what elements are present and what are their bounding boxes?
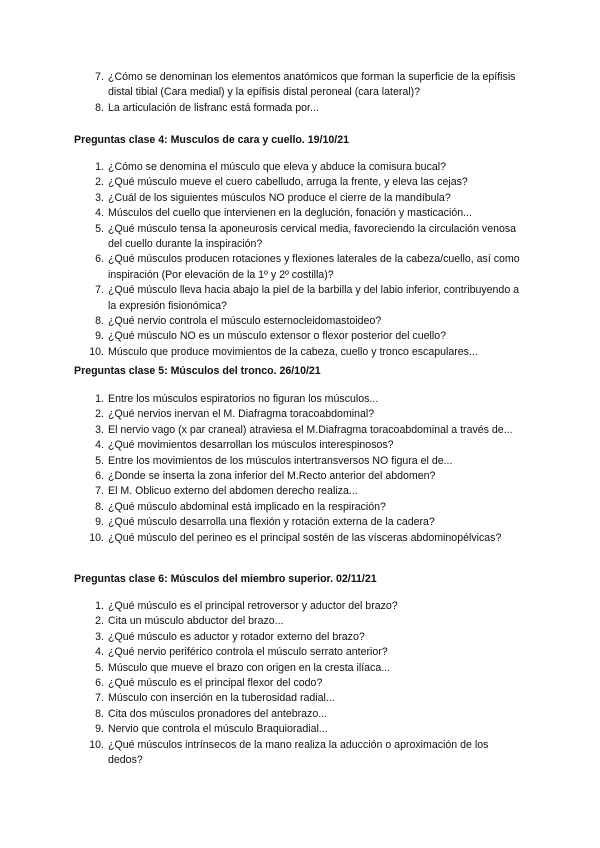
item-number: 6. (95, 253, 104, 266)
question-text: Músculo que mueve el brazo con origen en la cresta ilíaca... (108, 661, 391, 674)
question-list-continued (90, 70, 522, 116)
question-text: ¿Cómo se denominan los elementos anatómicos que forman la superficie de la epífisis distal tibial (Cara medial) y la epífisis distal peroneal (cara lateral)? (108, 71, 516, 99)
item-number: 9. (95, 330, 104, 343)
question-text: La articulación de lisfranc está formada por... (108, 101, 319, 114)
item-number: 1. (95, 600, 104, 612)
question-list-clase-5 (90, 392, 522, 546)
list-item (90, 392, 522, 407)
list-item (90, 661, 522, 676)
item-number: 7. (95, 485, 104, 498)
item-number: 3. (95, 423, 104, 436)
list-item (90, 329, 522, 344)
question-text: ¿Qué músculo es aductor y rotador externo del brazo? (108, 630, 365, 643)
list-item (90, 676, 522, 691)
list-item (90, 345, 522, 360)
question-text: ¿Qué músculo mueve el cuero cabelludo, arruga la frente, y eleva las cejas? (108, 176, 468, 189)
list-item (90, 738, 522, 769)
list-item (90, 175, 522, 190)
item-number: 1. (95, 161, 104, 173)
question-text: ¿Cómo se denomina el músculo que eleva y abduce la comisura bucal? (108, 161, 447, 173)
list-item (90, 484, 522, 499)
item-number: 6. (95, 470, 104, 483)
list-item (90, 438, 522, 453)
item-number: 10. (89, 345, 104, 358)
item-number: 7. (95, 71, 104, 83)
list-item (90, 531, 522, 546)
question-text: Cita un músculo abductor del brazo... (108, 615, 284, 628)
item-number: 3. (95, 630, 104, 643)
list-item (90, 407, 522, 422)
section-heading-clase-6: Preguntas clase 6: Músculos del miembro superior. 02/11/21 (74, 573, 377, 585)
list-item (90, 454, 522, 469)
question-text: ¿Donde se inserta la zona inferior del M.Recto anterior del abdomen? (108, 470, 436, 483)
list-item (90, 515, 522, 530)
item-number: 7. (95, 284, 104, 297)
item-number: 5. (95, 661, 104, 674)
question-text: Nervio que controla el músculo Braquioradial... (108, 723, 328, 736)
question-text: Entre los músculos espiratorios no figuran los músculos... (108, 393, 379, 405)
question-text: Cita dos músculos pronadores del antebrazo... (108, 707, 328, 720)
item-number: 4. (95, 207, 104, 220)
item-number: 2. (95, 615, 104, 628)
question-text: ¿Qué músculo abdominal está implicado en la respiración? (108, 500, 386, 513)
list-item (90, 691, 522, 706)
list-item (90, 222, 522, 253)
question-text: ¿Qué músculo es el principal retroversor y aductor del brazo? (108, 600, 398, 612)
item-number: 3. (95, 191, 104, 204)
question-list-clase-6 (90, 599, 522, 768)
question-text: ¿Qué músculo tensa la aponeurosis cervical media, favoreciendo la circulación venosa del cuello durante la inspiración? (108, 222, 517, 251)
list-item (90, 630, 522, 645)
item-number: 8. (95, 101, 104, 114)
list-item (90, 70, 522, 101)
list-item (90, 160, 522, 175)
list-item (90, 500, 522, 515)
list-item (90, 645, 522, 660)
question-text: ¿Qué músculo del perineo es el principal sostén de las vísceras abdominopélvicas? (108, 531, 502, 544)
item-number: 2. (95, 176, 104, 189)
item-number: 8. (95, 315, 104, 328)
question-text: Entre los movimientos de los músculos intertransversos NO figura el de... (108, 454, 453, 467)
item-number: 9. (95, 723, 104, 736)
question-text: ¿Qué nervio controla el músculo esternocleidomastoideo? (108, 315, 382, 328)
item-number: 5. (95, 222, 104, 235)
question-text: El nervio vago (x par craneal) atraviesa el M.Diafragma toracoabdominal a través de... (108, 423, 513, 436)
list-item (90, 101, 522, 116)
item-number: 2. (95, 408, 104, 421)
question-text: ¿Qué músculo desarrolla una flexión y rotación externa de la cadera? (108, 516, 435, 529)
list-item (90, 469, 522, 484)
question-text: ¿Qué músculo lleva hacia abajo la piel de la barbilla y del labio inferior, contribuyendo a la expresión fisionómica? (108, 284, 520, 312)
list-item (90, 707, 522, 722)
question-text: El M. Oblicuo externo del abdomen derecho realiza... (108, 485, 358, 498)
section-heading-clase-4: Preguntas clase 4: Musculos de cara y cuello. 19/10/21 (74, 134, 349, 146)
item-number: 1. (95, 393, 104, 405)
item-number: 4. (95, 646, 104, 659)
question-text: ¿Cuál de los siguientes músculos NO produce el cierre de la mandíbula? (108, 191, 451, 204)
list-item (90, 283, 522, 314)
list-item (90, 423, 522, 438)
item-number: 9. (95, 516, 104, 529)
question-text: ¿Qué músculo NO es un músculo extensor o flexor posterior del cuello? (108, 330, 446, 343)
question-text: Músculo con inserción en la tuberosidad radial... (108, 692, 335, 705)
question-list-clase-4 (90, 160, 522, 360)
item-number: 10. (89, 738, 104, 751)
question-text: ¿Qué músculos intrínsecos de la mano realiza la aducción o aproximación de los dedos? (108, 738, 489, 767)
item-number: 8. (95, 500, 104, 513)
section-heading-clase-5: Preguntas clase 5: Músculos del tronco. 26/10/21 (74, 365, 321, 377)
question-text: Músculo que produce movimientos de la cabeza, cuello y tronco escapulares... (108, 345, 478, 358)
item-number: 6. (95, 677, 104, 690)
item-number: 5. (95, 454, 104, 467)
question-text: ¿Qué músculos producen rotaciones y flexiones laterales de la cabeza/cuello, así como inspiración (Por elevación de la 1º y 2º costilla)? (108, 253, 520, 281)
question-text: ¿Qué movimientos desarrollan los músculos interespinosos? (108, 439, 394, 452)
item-number: 8. (95, 707, 104, 720)
item-number: 7. (95, 692, 104, 705)
list-item (90, 599, 522, 614)
item-number: 10. (89, 531, 104, 544)
list-item (90, 722, 522, 737)
list-item (90, 614, 522, 629)
question-text: ¿Qué nervio periférico controla el músculo serrato anterior? (108, 646, 388, 659)
list-item (90, 191, 522, 206)
question-text: Músculos del cuello que intervienen en la deglución, fonación y masticación... (108, 207, 472, 220)
question-text: ¿Qué nervios inervan el M. Diafragma toracoabdominal? (108, 408, 375, 421)
list-item (90, 206, 522, 221)
item-number: 4. (95, 439, 104, 452)
list-item (90, 252, 522, 283)
question-text: ¿Qué músculo es el principal flexor del codo? (108, 677, 323, 690)
list-item (90, 314, 522, 329)
